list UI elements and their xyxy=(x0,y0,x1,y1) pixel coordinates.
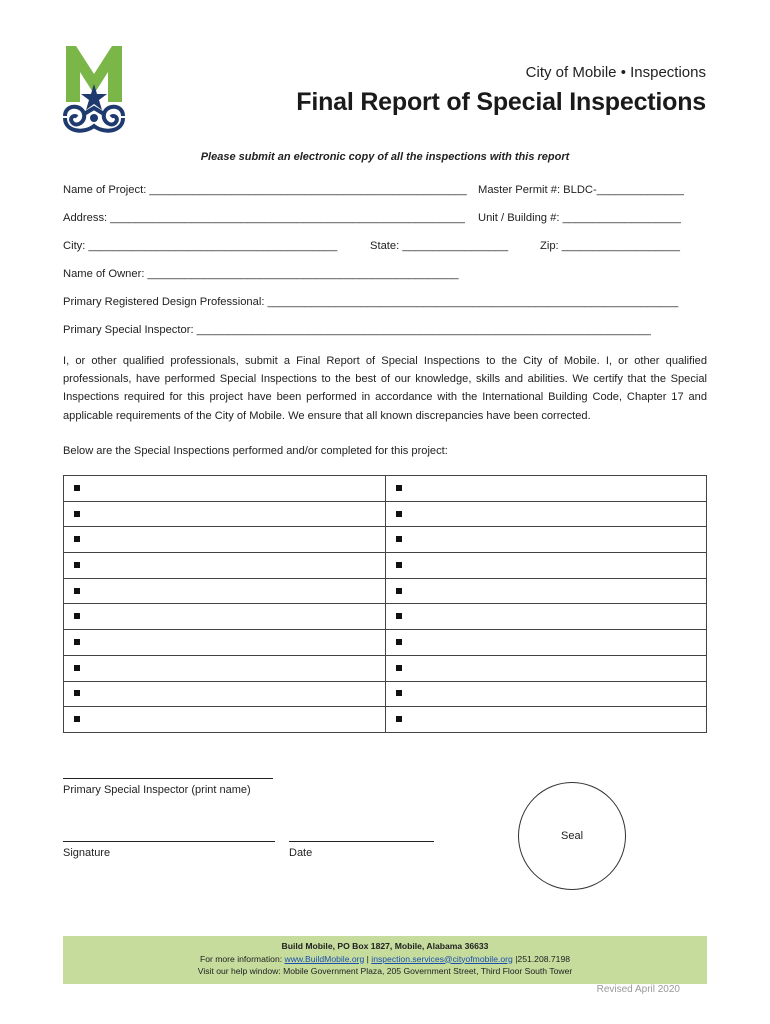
footer-contact xyxy=(63,953,707,966)
seal-label: Seal xyxy=(561,830,584,842)
bullet-square-icon xyxy=(74,690,80,696)
bullet-square-icon xyxy=(74,665,80,671)
bullet-square-icon xyxy=(74,562,80,568)
inspection-cell[interactable] xyxy=(385,630,707,656)
table-row xyxy=(64,527,707,553)
website-link[interactable]: www.BuildMobile.org xyxy=(284,953,365,964)
table-row xyxy=(64,476,707,502)
date-label: Date xyxy=(289,847,313,859)
inspection-cell[interactable] xyxy=(385,655,707,681)
footer-info xyxy=(63,936,707,984)
bullet-square-icon xyxy=(396,588,402,594)
project-name-field[interactable]: Name of Project: ___________________________________________________ xyxy=(63,184,467,196)
bullet-square-icon xyxy=(396,613,402,619)
email-link[interactable]: inspection.services@cityofmobile.org xyxy=(371,953,513,964)
inspection-cell[interactable] xyxy=(385,476,707,502)
date-line[interactable] xyxy=(289,841,434,842)
inspection-cell[interactable] xyxy=(64,707,386,733)
owner-name-field[interactable]: Name of Owner: __________________________________________________ xyxy=(63,268,459,280)
inspection-cell[interactable] xyxy=(385,707,707,733)
bullet-square-icon xyxy=(396,665,402,671)
bullet-square-icon xyxy=(74,511,80,517)
inspection-cell[interactable] xyxy=(64,578,386,604)
state-field[interactable]: State: _________________ xyxy=(370,240,509,252)
signature-line[interactable] xyxy=(63,841,275,842)
inspection-cell[interactable] xyxy=(385,681,707,707)
footer-phone: |251.208.7198 xyxy=(512,953,571,964)
bullet-square-icon xyxy=(396,485,402,491)
table-row xyxy=(64,604,707,630)
bullet-square-icon xyxy=(74,536,80,542)
table-row xyxy=(64,655,707,681)
revision-date: Revised April 2020 xyxy=(596,984,680,995)
certification-paragraph: I, or other qualified professionals, submit a Final Report of Special Inspections to the City of Mobile. I, or other qualified professionals, have performed Special Inspections to the best of our knowledge, skills and abilities. We certify that the Special Inspections required for this project have been performed in accordance with the International Building Code, Chapter 17 and applicable requirements of the City of Mobile. We ensure that all known discrepancies have been corrected. xyxy=(63,355,707,422)
footer-help-window: Visit our help window: Mobile Government Plaza, 205 Government Street, Third Floor South Tower xyxy=(197,966,573,976)
address-field[interactable]: Address: _________________________________________________________ xyxy=(63,212,465,224)
design-professional-field[interactable]: Primary Registered Design Professional: __________________________________________________________________ xyxy=(63,296,679,308)
footer-contact-prefix: For more information: xyxy=(199,953,285,964)
bullet-square-icon xyxy=(396,639,402,645)
bullet-square-icon xyxy=(74,613,80,619)
bullet-square-icon xyxy=(74,716,80,722)
inspection-cell[interactable] xyxy=(64,681,386,707)
page-title: Final Report of Special Inspections xyxy=(296,88,706,116)
table-row xyxy=(64,630,707,656)
footer-separator: | xyxy=(364,953,372,964)
inspection-cell[interactable] xyxy=(64,604,386,630)
bullet-square-icon xyxy=(396,562,402,568)
inspection-cell[interactable] xyxy=(64,630,386,656)
bullet-square-icon xyxy=(74,588,80,594)
bullet-square-icon xyxy=(74,485,80,491)
zip-field[interactable]: Zip: ___________________ xyxy=(540,240,680,252)
city-field[interactable]: City: ________________________________________ xyxy=(63,240,338,252)
table-row xyxy=(64,553,707,579)
inspection-cell[interactable] xyxy=(385,527,707,553)
footer-address: Build Mobile, PO Box 1827, Mobile, Alabama 36633 xyxy=(281,941,489,951)
organization-name: City of Mobile • Inspections xyxy=(525,64,706,81)
unit-building-field[interactable]: Unit / Building #: ___________________ xyxy=(478,212,681,224)
bullet-square-icon xyxy=(396,716,402,722)
table-row xyxy=(64,681,707,707)
inspection-cell[interactable] xyxy=(385,553,707,579)
inspection-cell[interactable] xyxy=(385,578,707,604)
inspection-cell[interactable] xyxy=(385,501,707,527)
signature-label: Signature xyxy=(63,847,111,859)
city-of-mobile-logo xyxy=(62,44,126,136)
special-inspector-field[interactable]: Primary Special Inspector: _________________________________________________________________________ xyxy=(63,324,651,336)
table-row xyxy=(64,707,707,733)
inspections-table xyxy=(63,475,707,733)
inspection-cell[interactable] xyxy=(64,476,386,502)
inspection-cell[interactable] xyxy=(64,501,386,527)
inspector-name-label: Primary Special Inspector (print name) xyxy=(63,784,251,796)
master-permit-field[interactable]: Master Permit #: BLDC-______________ xyxy=(478,184,684,196)
inspector-name-line[interactable] xyxy=(63,778,273,779)
inspection-cell[interactable] xyxy=(385,604,707,630)
inspection-cell[interactable] xyxy=(64,655,386,681)
inspection-cell[interactable] xyxy=(64,527,386,553)
table-row xyxy=(64,501,707,527)
bullet-square-icon xyxy=(396,511,402,517)
inspection-cell[interactable] xyxy=(64,553,386,579)
table-row xyxy=(64,578,707,604)
bullet-square-icon xyxy=(74,639,80,645)
submission-instruction: Please submit an electronic copy of all the inspections with this report xyxy=(200,151,570,163)
bullet-square-icon xyxy=(396,536,402,542)
inspections-intro: Below are the Special Inspections performed and/or completed for this project: xyxy=(63,445,448,457)
bullet-square-icon xyxy=(396,690,402,696)
